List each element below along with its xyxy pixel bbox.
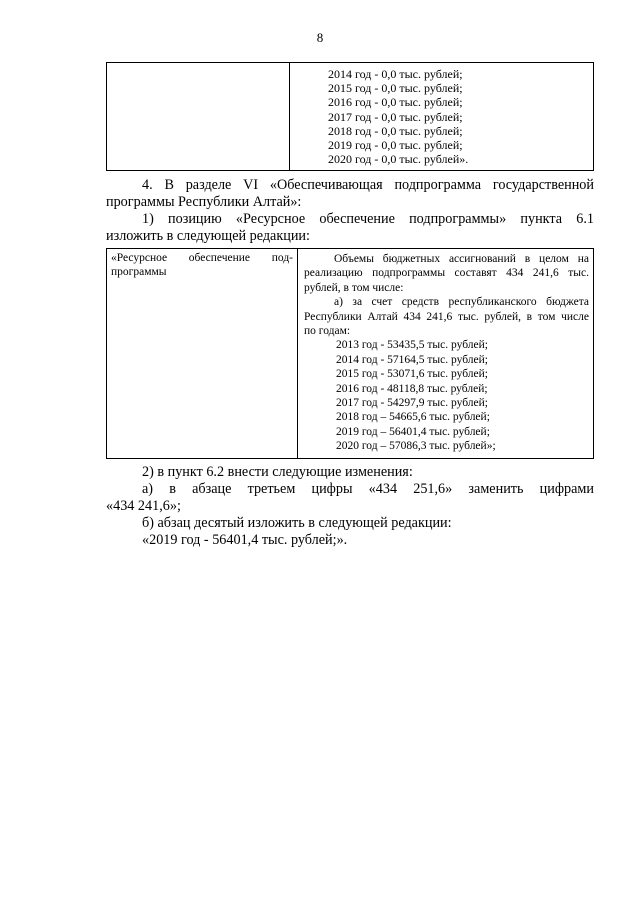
paragraph-line: программы Республики Алтай»: — [106, 194, 302, 210]
resource-budget-line: а) за счет средств республиканского бюджета — [334, 296, 589, 309]
resource-year-line: 2017 год - 54297,9 тыс. рублей; — [336, 397, 488, 410]
year-line: 2017 год - 0,0 тыс. рублей; — [328, 109, 463, 124]
resource-intro-line: рублей, в том числе: — [304, 281, 404, 294]
year-line: 2016 год - 0,0 тыс. рублей; — [328, 95, 463, 110]
year-line: 2018 год - 0,0 тыс. рублей; — [328, 123, 463, 138]
funding-table-continuation — [106, 62, 594, 171]
resource-label-cell — [107, 249, 298, 459]
resource-year-line: 2015 год - 53071,6 тыс. рублей; — [336, 368, 488, 381]
resource-label-line: «Ресурсное обеспечение под- — [111, 252, 293, 264]
paragraph-line: б) абзац десятый изложить в следующей редакции: — [142, 515, 452, 531]
table-years-cell — [290, 63, 594, 171]
resource-year-line: 2013 год - 53435,5 тыс. рублей; — [336, 339, 488, 352]
resource-intro-line: реализацию подпрограммы составят 434 241,6 тыс. — [304, 267, 589, 280]
resource-budget-line: по годам: — [304, 325, 351, 338]
resource-table — [106, 248, 594, 459]
resource-intro-line: Объемы бюджетных ассигнований в целом на — [334, 253, 589, 265]
resource-budget-line: Республики Алтай 434 241,6 тыс. рублей, в том числе — [304, 310, 589, 323]
paragraph-line: 2) в пункт 6.2 внести следующие изменения: — [142, 464, 413, 480]
paragraph-line: а) в абзаце третьем цифры «434 251,6» заменить цифрами — [142, 481, 594, 497]
resource-year-line: 2018 год – 54665,6 тыс. рублей; — [336, 411, 490, 424]
paragraph-line: 4. В разделе VI «Обеспечивающая подпрограмма государственной — [142, 177, 594, 193]
resource-year-line: 2016 год - 48118,8 тыс. рублей; — [336, 382, 488, 395]
year-line: 2019 год - 0,0 тыс. рублей; — [328, 138, 463, 153]
resource-value-cell — [298, 249, 594, 459]
paragraph-line: 1) позицию «Ресурсное обеспечение подпрограммы» пункта 6.1 — [142, 211, 594, 227]
section-4-2-paragraph — [106, 464, 594, 549]
year-line: 2014 год - 0,0 тыс. рублей; — [328, 67, 463, 81]
resource-label-line: программы — [111, 265, 167, 278]
table-empty-cell — [107, 63, 290, 171]
year-line: 2020 год - 0,0 тыс. рублей». — [328, 152, 469, 167]
page-number: 8 — [316, 30, 324, 45]
resource-year-line: 2014 год - 57164,5 тыс. рублей; — [336, 353, 488, 366]
resource-year-line: 2020 год – 57086,3 тыс. рублей»; — [336, 440, 496, 453]
paragraph-line: изложить в следующей редакции: — [106, 228, 310, 244]
paragraph-line: «434 241,6»; — [106, 498, 181, 514]
year-line: 2015 год - 0,0 тыс. рублей; — [328, 81, 463, 96]
paragraph-line: «2019 год - 56401,4 тыс. рублей;». — [142, 532, 348, 548]
resource-year-line: 2019 год – 56401,4 тыс. рублей; — [336, 425, 490, 438]
section-4-paragraph — [106, 177, 594, 245]
